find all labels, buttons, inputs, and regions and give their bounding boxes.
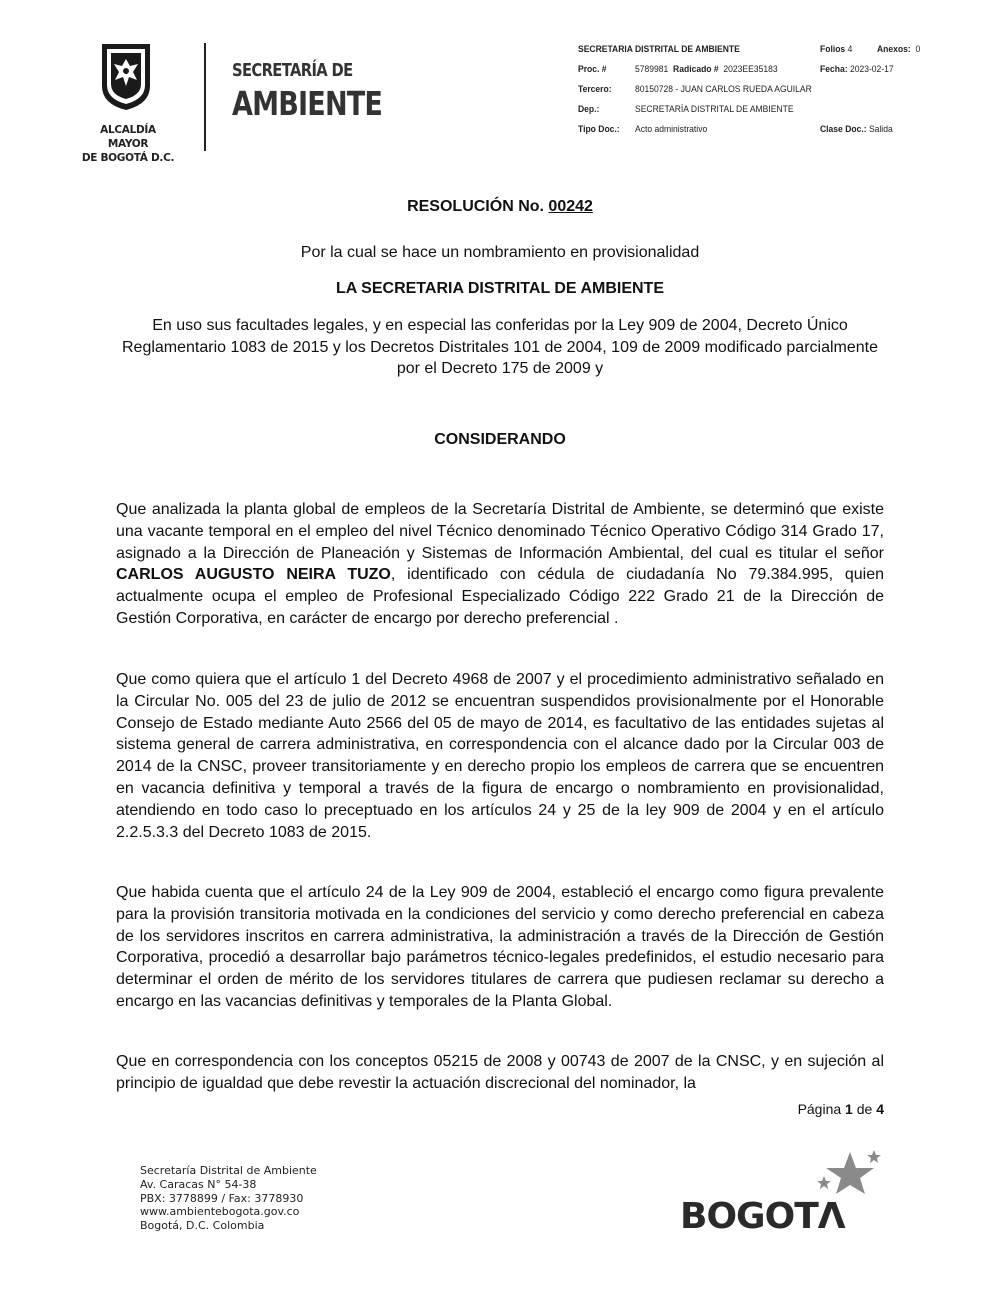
meta-dep-label: Dep.: [578, 104, 600, 115]
page-number: Página 1 de 4 [797, 1101, 884, 1117]
bogota-coat-of-arms-icon [100, 42, 152, 112]
meta-anexos-label: Anexos: [877, 44, 911, 55]
meta-entity: SECRETARIA DISTRITAL DE AMBIENTE [578, 44, 740, 55]
resolution-subtitle: Por la cual se hace un nombramiento en provisionalidad [300, 244, 700, 261]
meta-radicado-label: Radicado # [673, 64, 719, 75]
secretaria-logo-line2: AMBIENTE [232, 84, 383, 123]
meta-proc-value: 5789981 [635, 64, 669, 75]
employee-name: CARLOS AUGUSTO NEIRA TUZO [116, 566, 391, 584]
paragraph-2: Que como quiera que el artículo 1 del Decreto 4968 de 2007 y el procedimiento administrativo señalado en la Circular No. 005 del 23 de julio de 2012 se encuentran suspendidos provisionalmente por el Honorable Consejo de Estado mediante Auto 2566 del 05 de mayo de 2014, es facultativo de las entidades sujetas al sistema general de carrera administrativa, en correspondencia con el alcance dado por la Circular 003 de 2014 de la CNSC, proveer transitoriamente y en derecho propio los empleos de carrera que se encuentren en vacancia definitiva y temporal a través de la figura de encargo o nombramiento en provisionalidad, atendiendo en todo caso lo preceptuado en los artículos 24 y 25 de la ley 909 de 2004 y en el artículo 2.2.5.3.3 del Decreto 1083 de 2015. [116, 671, 884, 841]
footer-address: Secretaría Distrital de Ambiente Av. Caracas N° 54-38 PBX: 3778899 / Fax: 3778930 www.ambientebogota.gov.co Bogotá, D.C. Colombia [140, 1164, 317, 1233]
resolution-number: 00242 [548, 198, 593, 215]
meta-tipo-value: Acto administrativo [635, 124, 708, 135]
meta-folios-value: 4 [847, 44, 853, 55]
meta-anexos-value: 0 [915, 44, 921, 55]
meta-tipo-label: Tipo Doc.: [578, 124, 620, 135]
logo-divider [204, 43, 206, 151]
paragraph-1: Que analizada la planta global de empleos de la Secretaría Distrital de Ambiente, se determinó que existe una vacante temporal en el empleo del nivel Técnico denominado Técnico Operativo Código 314 Grado 17, asignado a la Dirección de Planeación y Sistemas de Información Ambiental, del cual es titular el señor CARLOS AUGUSTO NEIRA TUZO, identificado con cédula de ciudadanía No 79.384.995, quien actualmente ocupa el empleo de Profesional Especializado Código 222 Grado 21 de la Dirección de Gestión Corporativa, en carácter de encargo por derecho preferencial . [116, 501, 884, 627]
alcaldia-logo-text: ALCALDÍA MAYOR DE BOGOTÁ D.C. [81, 124, 175, 164]
secretaria-logo-line1: SECRETARÍA DE [232, 60, 353, 81]
meta-tercero-value: 80150728 - JUAN CARLOS RUEDA AGUILAR [635, 84, 812, 95]
meta-dep-value: SECRETARÍA DISTRITAL DE AMBIENTE [635, 104, 794, 115]
resolution-title: RESOLUCIÓN No. 00242 [407, 198, 593, 215]
paragraph-4: Que en correspondencia con los conceptos 05215 de 2008 y 00743 de 2007 de la CNSC, y en sujeción al principio de igualdad que debe revestir la actuación discrecional del nominador, la [116, 1053, 884, 1092]
section-heading-considerando: CONSIDERANDO [434, 431, 566, 448]
meta-clase-label: Clase Doc.: [820, 124, 867, 135]
meta-folios-label: Folios [820, 44, 846, 55]
meta-tercero-label: Tercero: [578, 84, 612, 95]
meta-radicado-value: 2023EE35183 [723, 64, 778, 75]
meta-fecha-value: 2023-02-17 [849, 64, 894, 75]
meta-proc-label: Proc. # [578, 64, 607, 75]
bogota-logo-text: BOGOTΛ [680, 1196, 845, 1237]
paragraph-3: Que habida cuenta que el artículo 24 de la Ley 909 de 2004, estableció el encargo como figura prevalente para la provisión transitoria motivada en la condiciones del servicio y como derecho preferencial en cabeza de los servidores inscritos en carrera administrativa, la administración a través de la Dirección de Gestión Corporativa, procedió a desarrollar bajo parámetros técnico-legales predefinidos, el estudio necesario para determinar el orden de mérito de los servidores titulares de carrera que pudiesen reclamar su derecho a encargo en las vacancias definitivas y temporales de la Planta Global. [116, 884, 884, 1010]
meta-fecha-label: Fecha: [820, 64, 848, 75]
meta-clase-value: Salida [868, 124, 893, 135]
preamble: En uso sus facultades legales, y en especial las conferidas por la Ley 909 de 2004, Decreto Único Reglamentario 1083 de 2015 y los Decretos Distritales 101 de 2004, 109 de 2009 modificado parcialmente por el Decreto 175 de 2009 y [121, 317, 879, 377]
issuing-authority: LA SECRETARIA DISTRITAL DE AMBIENTE [336, 280, 664, 297]
